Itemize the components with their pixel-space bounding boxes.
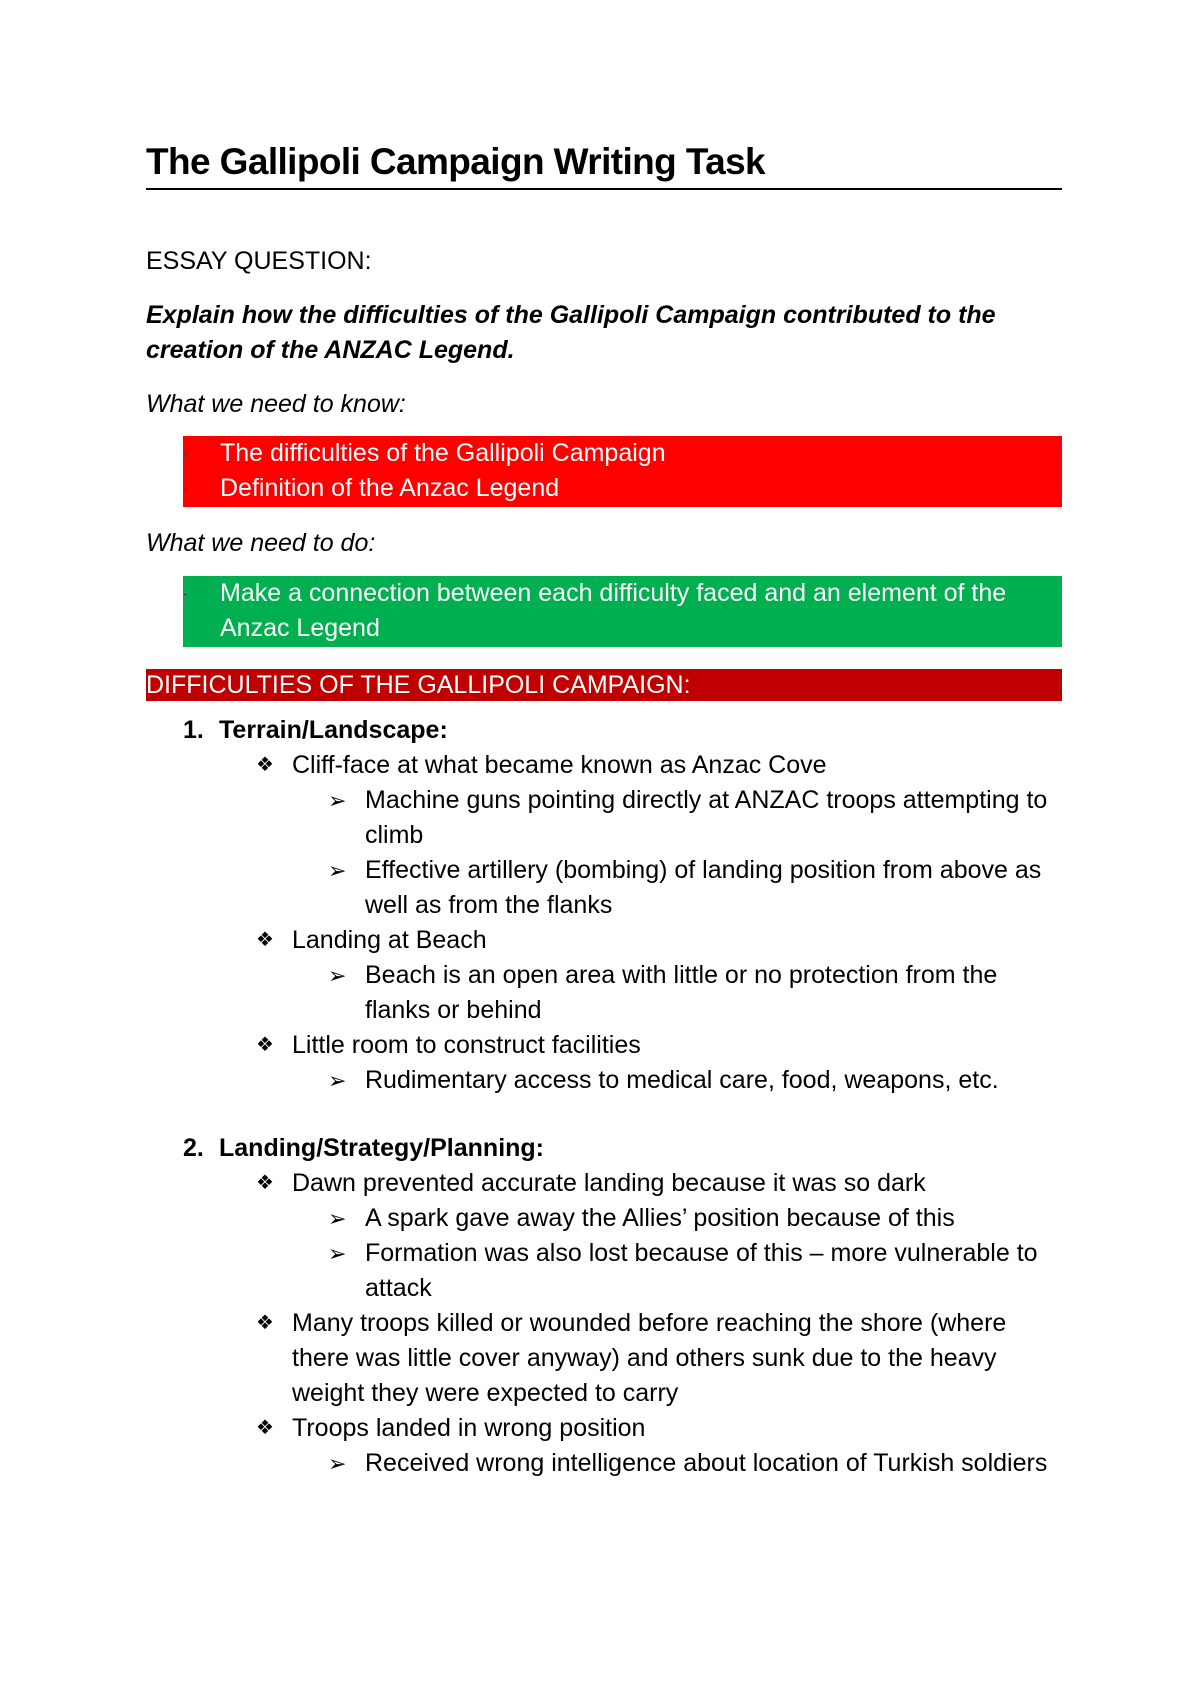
list-item-heading bbox=[146, 1131, 1062, 1166]
point-text: Little room to construct facilities bbox=[292, 1031, 641, 1059]
subpoint-text: Received wrong intelligence about location of Turkish soldiers bbox=[365, 1449, 1048, 1477]
dash-bullet: - bbox=[183, 586, 188, 601]
diamond-point bbox=[146, 1166, 1062, 1201]
diamond-point bbox=[146, 1306, 1062, 1411]
arrow-subpoint bbox=[146, 1201, 1062, 1236]
point-text: Many troops killed or wounded before reaching the shore (where there was little cover anyway) and others sunk due to the heavy weight they were expected to carry bbox=[292, 1309, 1007, 1407]
diamond-point bbox=[146, 748, 1062, 783]
know-label: What we need to know: bbox=[146, 390, 406, 418]
document-content bbox=[146, 140, 1062, 1481]
point-text: Cliff-face at what became known as Anzac Cove bbox=[292, 751, 827, 779]
arrow-subpoint bbox=[146, 783, 1062, 853]
subpoint-text: Machine guns pointing directly at ANZAC troops attempting to climb bbox=[365, 786, 1048, 849]
point-text: Dawn prevented accurate landing because it was so dark bbox=[292, 1169, 926, 1197]
diamond-point bbox=[146, 1028, 1062, 1063]
dash-bullet: - bbox=[183, 481, 188, 496]
list-number: 1. bbox=[183, 716, 204, 744]
arrow-bullet-icon: ➢ bbox=[328, 963, 347, 988]
diamond-bullet-icon: ❖ bbox=[256, 1417, 274, 1439]
arrow-bullet-icon: ➢ bbox=[328, 1451, 347, 1476]
know-item-text: Definition of the Anzac Legend bbox=[220, 474, 560, 502]
point-text: Troops landed in wrong position bbox=[292, 1414, 646, 1442]
diamond-bullet-icon: ❖ bbox=[256, 1172, 274, 1194]
know-item bbox=[183, 471, 1062, 506]
diamond-bullet-icon: ❖ bbox=[256, 1312, 274, 1334]
diamond-bullet-icon: ❖ bbox=[256, 929, 274, 951]
arrow-subpoint bbox=[146, 1446, 1062, 1481]
list-item-heading bbox=[146, 713, 1062, 748]
arrow-subpoint bbox=[146, 1063, 1062, 1098]
do-label: What we need to do: bbox=[146, 529, 376, 557]
arrow-bullet-icon: ➢ bbox=[328, 788, 347, 813]
essay-question-label: ESSAY QUESTION: bbox=[146, 247, 372, 275]
arrow-bullet-icon: ➢ bbox=[328, 1241, 347, 1266]
arrow-subpoint bbox=[146, 1236, 1062, 1306]
do-item bbox=[183, 576, 1062, 646]
diamond-bullet-icon: ❖ bbox=[256, 1034, 274, 1056]
list-number: 2. bbox=[183, 1134, 204, 1162]
subpoint-text: Rudimentary access to medical care, food, weapons, etc. bbox=[365, 1066, 999, 1094]
subpoint-text: A spark gave away the Allies’ position because of this bbox=[365, 1204, 955, 1232]
know-band bbox=[183, 436, 1062, 507]
arrow-bullet-icon: ➢ bbox=[328, 858, 347, 883]
diamond-point bbox=[146, 1411, 1062, 1446]
dash-bullet: - bbox=[183, 446, 188, 461]
diamond-point bbox=[146, 923, 1062, 958]
section-header: DIFFICULTIES OF THE GALLIPOLI CAMPAIGN: bbox=[146, 669, 1062, 701]
list-heading-text: Landing/Strategy/Planning: bbox=[219, 1134, 545, 1162]
arrow-bullet-icon: ➢ bbox=[328, 1206, 347, 1231]
know-item-text: The difficulties of the Gallipoli Campaign bbox=[220, 439, 666, 467]
subpoint-text: Formation was also lost because of this – more vulnerable to attack bbox=[365, 1239, 1038, 1302]
know-item bbox=[183, 436, 1062, 471]
do-item-text: Make a connection between each difficulty faced and an element of the Anzac Legend bbox=[220, 579, 1007, 642]
essay-question: Explain how the difficulties of the Gallipoli Campaign contributed to the creation of the ANZAC Legend. bbox=[146, 301, 996, 364]
subpoint-text: Beach is an open area with little or no protection from the flanks or behind bbox=[365, 961, 998, 1024]
point-text: Landing at Beach bbox=[292, 926, 487, 954]
list-heading-text: Terrain/Landscape: bbox=[219, 716, 448, 744]
arrow-subpoint bbox=[146, 958, 1062, 1028]
arrow-subpoint bbox=[146, 853, 1062, 923]
arrow-bullet-icon: ➢ bbox=[328, 1068, 347, 1093]
subpoint-text: Effective artillery (bombing) of landing position from above as well as from the flanks bbox=[365, 856, 1042, 919]
diamond-bullet-icon: ❖ bbox=[256, 754, 274, 776]
document-title: The Gallipoli Campaign Writing Task bbox=[146, 140, 1062, 190]
do-band bbox=[183, 576, 1062, 647]
